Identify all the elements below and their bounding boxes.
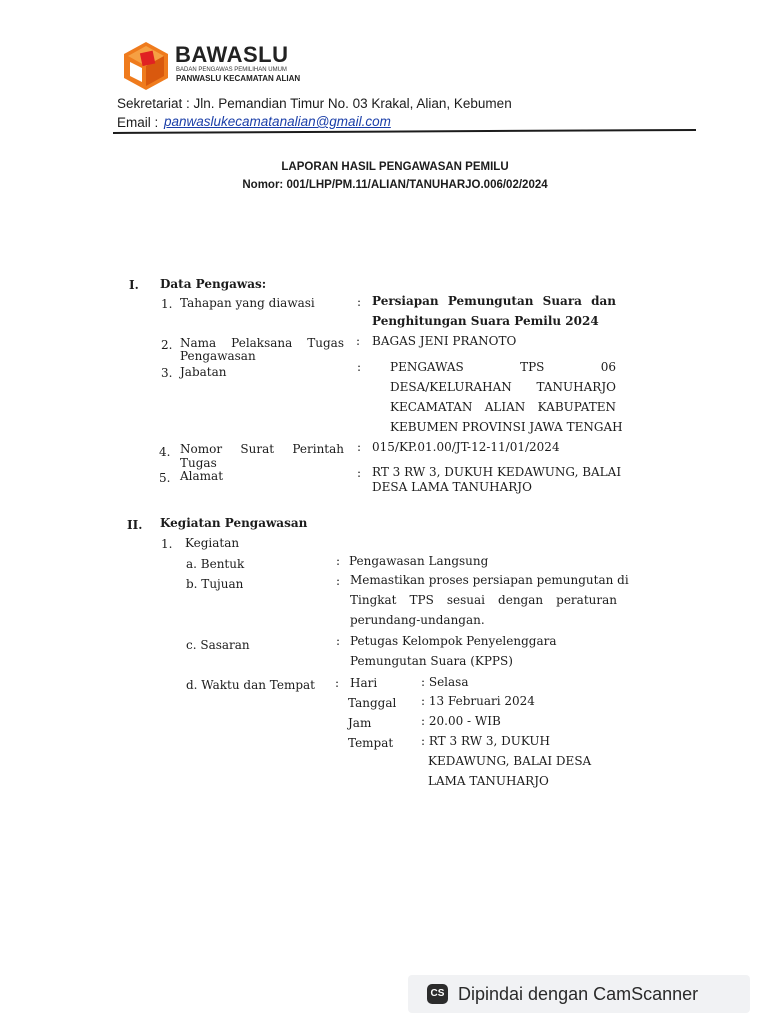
sasaran-value-line-1: Petugas Kelompok Penyelenggara (350, 634, 557, 648)
tujuan-value-line-1: Memastikan proses persiapan pemungutan di (350, 573, 629, 587)
item-1-value-line-2: Penghitungan Suara Pemilu 2024 (372, 314, 599, 328)
item-5-number: 5. (159, 471, 171, 485)
item-5-colon: : (357, 466, 362, 480)
tempat-value-line-2: KEDAWUNG, BALAI DESA (428, 754, 592, 768)
tujuan-label: b. Tujuan (186, 577, 244, 591)
kegiatan-label: Kegiatan (185, 536, 240, 550)
tempat-value-line-1: : RT 3 RW 3, DUKUH (421, 734, 550, 748)
item-2-label-line-2: Pengawasan (180, 349, 256, 363)
item-4-value: 015/KP.01.00/JT-12-11/01/2024 (372, 440, 560, 454)
section-2-numeral: II. (127, 518, 143, 532)
org-name: BAWASLU (175, 42, 289, 67)
hari-key: Hari (350, 676, 378, 690)
camscanner-icon: CS (427, 984, 448, 1004)
jam-key: Jam (348, 716, 372, 730)
item-3-colon: : (357, 360, 362, 374)
section-2-heading: Kegiatan Pengawasan (160, 516, 308, 530)
section-1-heading: Data Pengawas: (160, 277, 267, 291)
item-3-label: Jabatan (180, 365, 227, 379)
sasaran-value-line-2: Pemungutan Suara (KPPS) (350, 654, 513, 668)
item-3-value-line-3: KECAMATAN ALIAN KABUPATEN (390, 400, 616, 414)
item-3-value-line-4: KEBUMEN PROVINSI JAWA TENGAH (390, 420, 623, 434)
waktu-colon: : (335, 676, 340, 690)
report-title: LAPORAN HASIL PENGAWASAN PEMILU (281, 161, 509, 173)
hari-value: : Selasa (421, 675, 469, 689)
bentuk-value: Pengawasan Langsung (349, 554, 489, 568)
org-subtitle-1: BADAN PENGAWAS PEMILIHAN UMUM (176, 67, 287, 73)
email-label: Email : (117, 115, 159, 130)
bentuk-label: a. Bentuk (186, 557, 245, 571)
camscanner-text: Dipindai dengan CamScanner (458, 984, 699, 1004)
item-3-value-line-1: PENGAWAS TPS 06 (390, 360, 616, 374)
item-2-colon: : (356, 334, 361, 348)
email-link[interactable]: panwaslukecamatanalian@gmail.com (164, 114, 391, 129)
item-4-number: 4. (159, 445, 171, 459)
item-4-label-line-2: Tugas (180, 456, 217, 470)
camscanner-watermark (408, 975, 750, 1013)
tempat-key: Tempat (348, 736, 394, 750)
item-5-value-line-1: RT 3 RW 3, DUKUH KEDAWUNG, BALAI (372, 465, 622, 479)
tanggal-value: : 13 Februari 2024 (421, 694, 535, 708)
tempat-value-line-3: LAMA TANUHARJO (428, 774, 549, 788)
kegiatan-number: 1. (161, 537, 173, 551)
sasaran-colon: : (336, 634, 341, 648)
sasaran-label: c. Sasaran (186, 638, 250, 652)
item-5-label: Alamat (180, 469, 224, 483)
item-2-value: BAGAS JENI PRANOTO (372, 334, 517, 348)
tujuan-value-line-2: Tingkat TPS sesuai dengan peraturan (350, 593, 617, 607)
bentuk-colon: : (336, 554, 341, 568)
item-1-colon: : (357, 295, 362, 309)
item-2-number: 2. (161, 338, 173, 352)
report-number: Nomor: 001/LHP/PM.11/ALIAN/TANUHARJO.006/02/2024 (242, 179, 548, 191)
item-3-value-line-2: DESA/KELURAHAN TANUHARJO (390, 380, 616, 394)
tujuan-value-line-3: perundang-undangan. (350, 613, 485, 627)
org-subtitle-2: PANWASLU KECAMATAN ALIAN (176, 74, 301, 83)
item-1-number: 1. (161, 297, 173, 311)
item-3-number: 3. (161, 366, 173, 380)
section-1-numeral: I. (129, 278, 139, 292)
item-5-value-line-2: DESA LAMA TANUHARJO (372, 480, 532, 494)
item-4-label-line-1: Nomor Surat Perintah (180, 442, 344, 456)
tanggal-key: Tanggal (348, 696, 397, 710)
waktu-label: d. Waktu dan Tempat (186, 678, 315, 692)
item-1-value-line-1: Persiapan Pemungutan Suara dan (372, 294, 616, 308)
item-1-label: Tahapan yang diawasi (180, 296, 315, 310)
bawaslu-logo-mark-icon (120, 40, 172, 92)
item-2-label-line-1: Nama Pelaksana Tugas (180, 336, 344, 350)
item-4-colon: : (357, 440, 362, 454)
bawaslu-logo (120, 40, 172, 92)
tujuan-colon: : (336, 574, 341, 588)
jam-value: : 20.00 - WIB (421, 714, 501, 728)
address-line: Sekretariat : Jln. Pemandian Timur No. 03 Krakal, Alian, Kebumen (117, 96, 512, 111)
